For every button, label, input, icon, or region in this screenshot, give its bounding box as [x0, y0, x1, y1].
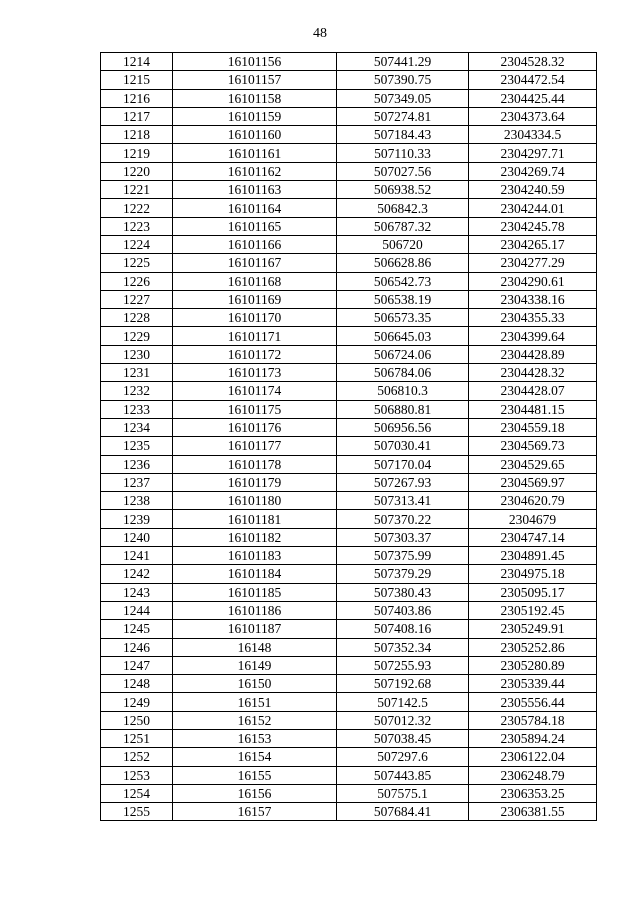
- y-coordinate-cell: 2306122.04: [469, 748, 597, 766]
- point-number-cell: 1253: [101, 766, 173, 784]
- x-coordinate-cell: 507408.16: [337, 620, 469, 638]
- point-number-cell: 1217: [101, 107, 173, 125]
- x-coordinate-cell: 507012.32: [337, 711, 469, 729]
- code-cell: 16101172: [173, 345, 337, 363]
- y-coordinate-cell: 2304244.01: [469, 199, 597, 217]
- x-coordinate-cell: 506645.03: [337, 327, 469, 345]
- point-number-cell: 1239: [101, 510, 173, 528]
- code-cell: 16101177: [173, 437, 337, 455]
- code-cell: 16101173: [173, 364, 337, 382]
- point-number-cell: 1255: [101, 803, 173, 821]
- table-row: [101, 290, 597, 308]
- table-row: [101, 181, 597, 199]
- point-number-cell: 1221: [101, 181, 173, 199]
- x-coordinate-cell: 507575.1: [337, 784, 469, 802]
- point-number-cell: 1251: [101, 729, 173, 747]
- table-row: [101, 107, 597, 125]
- x-coordinate-cell: 506720: [337, 235, 469, 253]
- x-coordinate-cell: 507038.45: [337, 729, 469, 747]
- code-cell: 16101171: [173, 327, 337, 345]
- point-number-cell: 1215: [101, 71, 173, 89]
- code-cell: 16101165: [173, 217, 337, 235]
- table-row: [101, 620, 597, 638]
- point-number-cell: 1246: [101, 638, 173, 656]
- x-coordinate-cell: 507267.93: [337, 473, 469, 491]
- point-number-cell: 1250: [101, 711, 173, 729]
- y-coordinate-cell: 2305784.18: [469, 711, 597, 729]
- table-row: [101, 693, 597, 711]
- code-cell: 16101164: [173, 199, 337, 217]
- y-coordinate-cell: 2304529.65: [469, 455, 597, 473]
- x-coordinate-cell: 507170.04: [337, 455, 469, 473]
- y-coordinate-cell: 2304277.29: [469, 254, 597, 272]
- table-row: [101, 217, 597, 235]
- y-coordinate-cell: 2304481.15: [469, 400, 597, 418]
- code-cell: 16152: [173, 711, 337, 729]
- table-row: [101, 565, 597, 583]
- code-cell: 16101186: [173, 601, 337, 619]
- table-row: [101, 803, 597, 821]
- table-row: [101, 455, 597, 473]
- code-cell: 16101161: [173, 144, 337, 162]
- point-number-cell: 1216: [101, 89, 173, 107]
- point-number-cell: 1244: [101, 601, 173, 619]
- y-coordinate-cell: 2305192.45: [469, 601, 597, 619]
- table-row: [101, 126, 597, 144]
- y-coordinate-cell: 2306353.25: [469, 784, 597, 802]
- point-number-cell: 1218: [101, 126, 173, 144]
- table-row: [101, 418, 597, 436]
- point-number-cell: 1242: [101, 565, 173, 583]
- x-coordinate-cell: 507297.6: [337, 748, 469, 766]
- point-number-cell: 1252: [101, 748, 173, 766]
- y-coordinate-cell: 2305339.44: [469, 675, 597, 693]
- x-coordinate-cell: 507390.75: [337, 71, 469, 89]
- x-coordinate-cell: 507110.33: [337, 144, 469, 162]
- x-coordinate-cell: 507443.85: [337, 766, 469, 784]
- point-number-cell: 1224: [101, 235, 173, 253]
- code-cell: 16101166: [173, 235, 337, 253]
- point-number-cell: 1220: [101, 162, 173, 180]
- table-row: [101, 327, 597, 345]
- point-number-cell: 1245: [101, 620, 173, 638]
- code-cell: 16101159: [173, 107, 337, 125]
- y-coordinate-cell: 2304569.97: [469, 473, 597, 491]
- x-coordinate-cell: 506784.06: [337, 364, 469, 382]
- x-coordinate-cell: 507255.93: [337, 656, 469, 674]
- point-number-cell: 1225: [101, 254, 173, 272]
- table-row: [101, 53, 597, 71]
- code-cell: 16157: [173, 803, 337, 821]
- y-coordinate-cell: 2304334.5: [469, 126, 597, 144]
- table-row: [101, 364, 597, 382]
- code-cell: 16101182: [173, 528, 337, 546]
- y-coordinate-cell: 2304245.78: [469, 217, 597, 235]
- table-row: [101, 437, 597, 455]
- x-coordinate-cell: 506573.35: [337, 309, 469, 327]
- code-cell: 16150: [173, 675, 337, 693]
- table-row: [101, 601, 597, 619]
- point-number-cell: 1229: [101, 327, 173, 345]
- code-cell: 16101175: [173, 400, 337, 418]
- code-cell: 16101183: [173, 547, 337, 565]
- code-cell: 16156: [173, 784, 337, 802]
- table-row: [101, 528, 597, 546]
- code-cell: 16154: [173, 748, 337, 766]
- x-coordinate-cell: 506724.06: [337, 345, 469, 363]
- point-number-cell: 1214: [101, 53, 173, 71]
- point-number-cell: 1254: [101, 784, 173, 802]
- y-coordinate-cell: 2304620.79: [469, 492, 597, 510]
- x-coordinate-cell: 507274.81: [337, 107, 469, 125]
- code-cell: 16101162: [173, 162, 337, 180]
- point-number-cell: 1233: [101, 400, 173, 418]
- code-cell: 16101157: [173, 71, 337, 89]
- table-row: [101, 345, 597, 363]
- y-coordinate-cell: 2304428.89: [469, 345, 597, 363]
- table-row: [101, 656, 597, 674]
- x-coordinate-cell: 507375.99: [337, 547, 469, 565]
- x-coordinate-cell: 507349.05: [337, 89, 469, 107]
- table-row: [101, 748, 597, 766]
- table-row: [101, 272, 597, 290]
- x-coordinate-cell: 507441.29: [337, 53, 469, 71]
- code-cell: 16153: [173, 729, 337, 747]
- point-number-cell: 1227: [101, 290, 173, 308]
- x-coordinate-cell: 507380.43: [337, 583, 469, 601]
- code-cell: 16101185: [173, 583, 337, 601]
- table-row: [101, 309, 597, 327]
- x-coordinate-cell: 506842.3: [337, 199, 469, 217]
- y-coordinate-cell: 2304265.17: [469, 235, 597, 253]
- y-coordinate-cell: 2305252.86: [469, 638, 597, 656]
- y-coordinate-cell: 2306381.55: [469, 803, 597, 821]
- y-coordinate-cell: 2304269.74: [469, 162, 597, 180]
- code-cell: 16101181: [173, 510, 337, 528]
- table-row: [101, 89, 597, 107]
- point-number-cell: 1223: [101, 217, 173, 235]
- code-cell: 16101167: [173, 254, 337, 272]
- y-coordinate-cell: 2304569.73: [469, 437, 597, 455]
- x-coordinate-cell: 507030.41: [337, 437, 469, 455]
- table-row: [101, 473, 597, 491]
- x-coordinate-cell: 507027.56: [337, 162, 469, 180]
- table-row: [101, 71, 597, 89]
- y-coordinate-cell: 2304425.44: [469, 89, 597, 107]
- point-number-cell: 1231: [101, 364, 173, 382]
- x-coordinate-cell: 507303.37: [337, 528, 469, 546]
- x-coordinate-cell: 507379.29: [337, 565, 469, 583]
- table-row: [101, 235, 597, 253]
- y-coordinate-cell: 2304355.33: [469, 309, 597, 327]
- y-coordinate-cell: 2304290.61: [469, 272, 597, 290]
- table-row: [101, 729, 597, 747]
- y-coordinate-cell: 2306248.79: [469, 766, 597, 784]
- table-row: [101, 510, 597, 528]
- code-cell: 16101160: [173, 126, 337, 144]
- x-coordinate-cell: 507352.34: [337, 638, 469, 656]
- table-row: [101, 638, 597, 656]
- x-coordinate-cell: 506628.86: [337, 254, 469, 272]
- x-coordinate-cell: 507684.41: [337, 803, 469, 821]
- y-coordinate-cell: 2304399.64: [469, 327, 597, 345]
- table-row: [101, 583, 597, 601]
- point-number-cell: 1238: [101, 492, 173, 510]
- table-row: [101, 382, 597, 400]
- x-coordinate-cell: 507370.22: [337, 510, 469, 528]
- code-cell: 16101180: [173, 492, 337, 510]
- x-coordinate-cell: 506956.56: [337, 418, 469, 436]
- point-number-cell: 1219: [101, 144, 173, 162]
- point-number-cell: 1249: [101, 693, 173, 711]
- point-number-cell: 1234: [101, 418, 173, 436]
- y-coordinate-cell: 2305249.91: [469, 620, 597, 638]
- y-coordinate-cell: 2304528.32: [469, 53, 597, 71]
- code-cell: 16101156: [173, 53, 337, 71]
- y-coordinate-cell: 2304472.54: [469, 71, 597, 89]
- code-cell: 16101187: [173, 620, 337, 638]
- code-cell: 16155: [173, 766, 337, 784]
- y-coordinate-cell: 2304975.18: [469, 565, 597, 583]
- table-row: [101, 162, 597, 180]
- code-cell: 16151: [173, 693, 337, 711]
- y-coordinate-cell: 2304373.64: [469, 107, 597, 125]
- table-row: [101, 711, 597, 729]
- point-number-cell: 1237: [101, 473, 173, 491]
- x-coordinate-cell: 507313.41: [337, 492, 469, 510]
- y-coordinate-cell: 2305280.89: [469, 656, 597, 674]
- x-coordinate-cell: 507184.43: [337, 126, 469, 144]
- x-coordinate-cell: 506538.19: [337, 290, 469, 308]
- y-coordinate-cell: 2304428.07: [469, 382, 597, 400]
- x-coordinate-cell: 507403.86: [337, 601, 469, 619]
- x-coordinate-cell: 506938.52: [337, 181, 469, 199]
- coordinates-table-body: [101, 53, 597, 821]
- code-cell: 16101174: [173, 382, 337, 400]
- point-number-cell: 1241: [101, 547, 173, 565]
- point-number-cell: 1243: [101, 583, 173, 601]
- y-coordinate-cell: 2304747.14: [469, 528, 597, 546]
- point-number-cell: 1247: [101, 656, 173, 674]
- code-cell: 16148: [173, 638, 337, 656]
- table-row: [101, 400, 597, 418]
- point-number-cell: 1236: [101, 455, 173, 473]
- point-number-cell: 1230: [101, 345, 173, 363]
- table-row: [101, 492, 597, 510]
- table-row: [101, 144, 597, 162]
- x-coordinate-cell: 507142.5: [337, 693, 469, 711]
- y-coordinate-cell: 2304338.16: [469, 290, 597, 308]
- point-number-cell: 1248: [101, 675, 173, 693]
- code-cell: 16101184: [173, 565, 337, 583]
- y-coordinate-cell: 2304428.32: [469, 364, 597, 382]
- table-row: [101, 547, 597, 565]
- x-coordinate-cell: 506787.32: [337, 217, 469, 235]
- coordinates-table: [100, 52, 597, 821]
- point-number-cell: 1235: [101, 437, 173, 455]
- point-number-cell: 1240: [101, 528, 173, 546]
- point-number-cell: 1228: [101, 309, 173, 327]
- code-cell: 16101168: [173, 272, 337, 290]
- y-coordinate-cell: 2304240.59: [469, 181, 597, 199]
- table-row: [101, 766, 597, 784]
- point-number-cell: 1222: [101, 199, 173, 217]
- y-coordinate-cell: 2304891.45: [469, 547, 597, 565]
- code-cell: 16101170: [173, 309, 337, 327]
- x-coordinate-cell: 506542.73: [337, 272, 469, 290]
- code-cell: 16101158: [173, 89, 337, 107]
- table-row: [101, 199, 597, 217]
- x-coordinate-cell: 506810.3: [337, 382, 469, 400]
- x-coordinate-cell: 507192.68: [337, 675, 469, 693]
- code-cell: 16101163: [173, 181, 337, 199]
- y-coordinate-cell: 2304297.71: [469, 144, 597, 162]
- table-row: [101, 784, 597, 802]
- code-cell: 16149: [173, 656, 337, 674]
- y-coordinate-cell: 2304559.18: [469, 418, 597, 436]
- code-cell: 16101176: [173, 418, 337, 436]
- point-number-cell: 1232: [101, 382, 173, 400]
- y-coordinate-cell: 2304679: [469, 510, 597, 528]
- code-cell: 16101179: [173, 473, 337, 491]
- y-coordinate-cell: 2305556.44: [469, 693, 597, 711]
- y-coordinate-cell: 2305894.24: [469, 729, 597, 747]
- x-coordinate-cell: 506880.81: [337, 400, 469, 418]
- point-number-cell: 1226: [101, 272, 173, 290]
- code-cell: 16101178: [173, 455, 337, 473]
- y-coordinate-cell: 2305095.17: [469, 583, 597, 601]
- page-number: 48: [313, 26, 327, 41]
- table-row: [101, 254, 597, 272]
- code-cell: 16101169: [173, 290, 337, 308]
- table-row: [101, 675, 597, 693]
